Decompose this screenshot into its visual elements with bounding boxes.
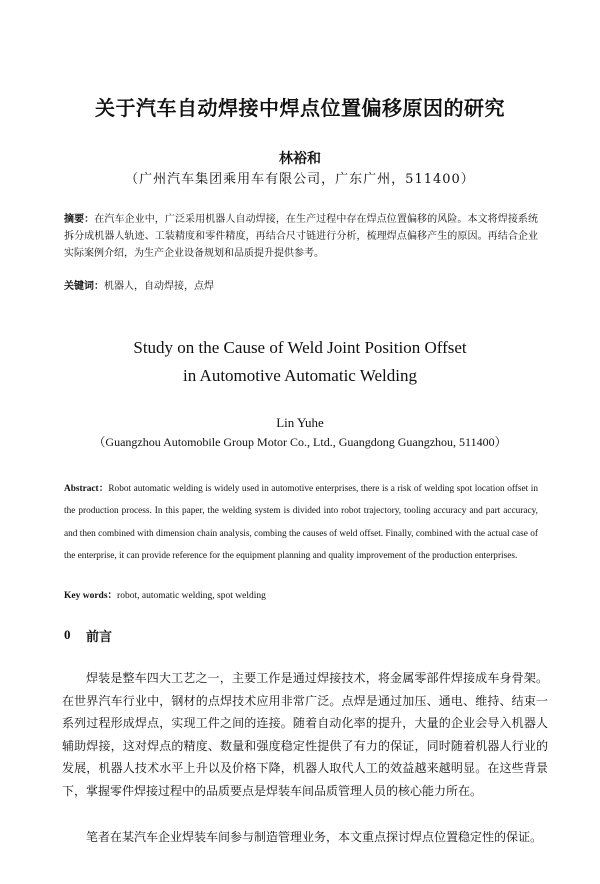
- chinese-abstract-label: 摘要：: [64, 214, 95, 225]
- chinese-title: 关于汽车自动焊接中焊点位置偏移原因的研究: [95, 96, 505, 120]
- english-abstract: [64, 478, 538, 568]
- english-title-line-1: Study on the Cause of Weld Joint Position Offset: [133, 338, 467, 357]
- section-number: 0: [64, 627, 71, 642]
- chinese-abstract: [64, 211, 538, 262]
- english-author: Lin Yuhe: [276, 415, 324, 430]
- english-keywords-text: robot, automatic welding, spot welding: [117, 591, 266, 601]
- section-title: 前言: [86, 630, 113, 645]
- chinese-keywords: [64, 277, 214, 292]
- chinese-keywords-text: 机器人，自动焊接，点焊: [104, 281, 214, 292]
- chinese-keywords-label: 关键词：: [64, 281, 104, 292]
- english-keywords: [64, 587, 266, 601]
- english-abstract-text: Robot automatic welding is widely used in automotive enterprises, there is a risk of welding spot location offset in the production process. In this paper, the welding system is divided into robot trajectory, tooling accuracy and part accuracy, and then combined with dimension chain analysis, combing the causes of weld offset. Finally, combined with the actual case of the enterprise, it can provide reference for the equipment planning and quality improvement of the production enterprises.: [64, 484, 538, 562]
- english-keywords-label: Key words：: [64, 591, 118, 601]
- english-title-line-2: in Automotive Automatic Welding: [183, 366, 417, 385]
- body-paragraph-2: 笔者在某汽车企业焊装车间参与制造管理业务，本文重点探讨焊点位置稳定性的保证。: [86, 830, 543, 844]
- english-affiliation: （Guangzhou Automobile Group Motor Co., Ltd., Guangdong Guangzhou, 511400）: [93, 435, 507, 449]
- english-abstract-label: Abstract：: [64, 484, 109, 494]
- body-paragraph-1: 焊装是整车四大工艺之一，主要工作是通过焊接技术，将金属零部件焊接成车身骨架。在世界汽车行业中，钢材的点焊技术应用非常广泛。点焊是通过加压、通电、维持、结束一系列过程形成焊点，实现工件之间的连接。随着自动化率的提升，大量的企业会导入机器人辅助焊接，这对焊点的精度、数量和强度稳定性提供了有力的保证，同时随着机器人行业的发展，机器人技术水平上升以及价格下降，机器人取代人工的效益越来越明显。在这些背景下，掌握零件焊接过程中的品质要点是焊装车间品质管理人员的核心能力所在。: [62, 671, 548, 798]
- chinese-affiliation: （广州汽车集团乘用车有限公司，广东广州，511400）: [125, 172, 475, 187]
- chinese-author: 林裕和: [279, 151, 321, 167]
- chinese-abstract-text: 在汽车企业中，广泛采用机器人自动焊接，在生产过程中存在焊点位置偏移的风险。本文将焊接系统拆分成机器人轨迹、工装精度和零件精度，再结合尺寸链进行分析，梳理焊点偏移产生的原因。再结合企业实际案例介绍，为生产企业设备规划和品质提升提供参考。: [64, 214, 539, 259]
